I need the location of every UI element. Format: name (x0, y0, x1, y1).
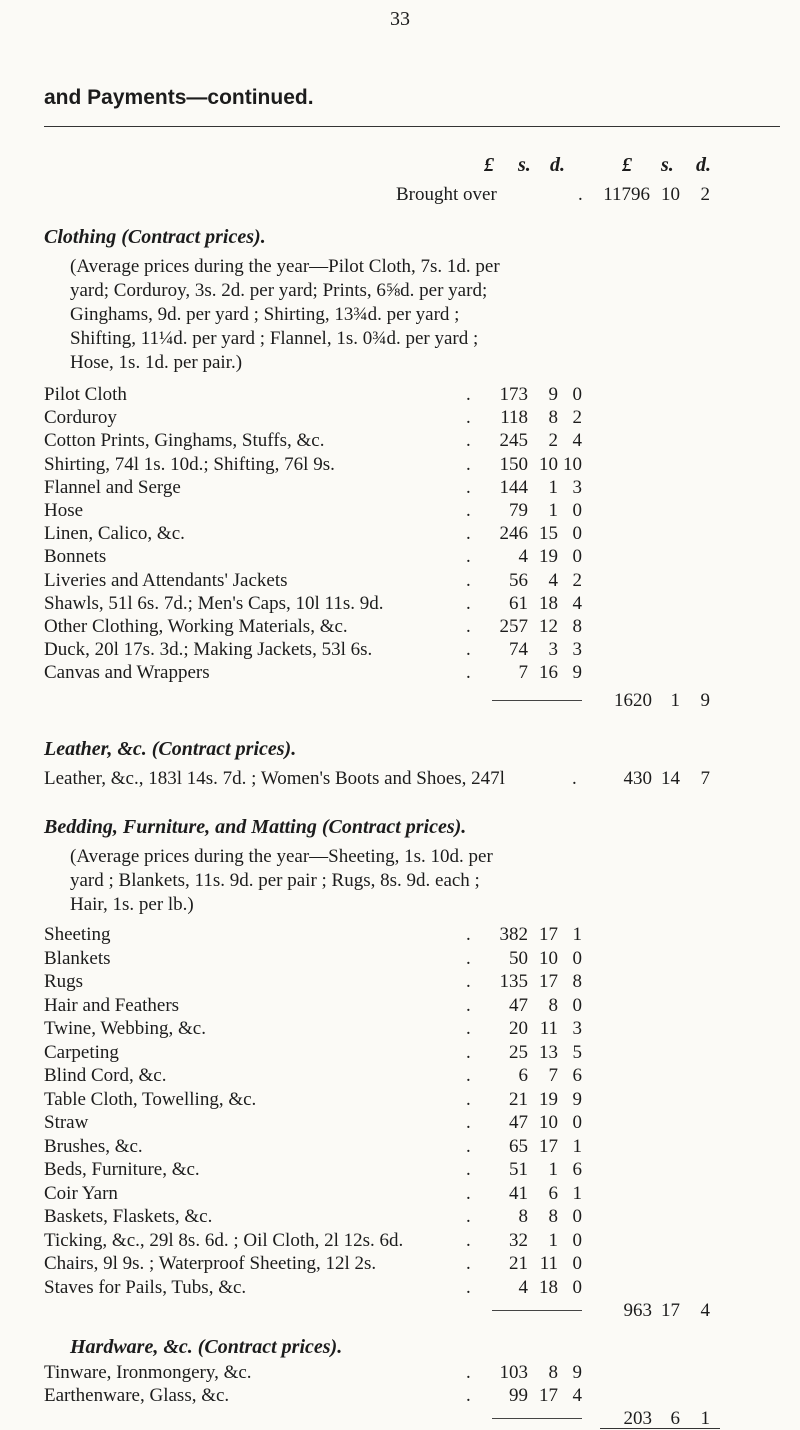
bedding-item-pounds: 135 (499, 971, 528, 992)
clothing-item-pounds: 74 (509, 639, 528, 661)
bedding-item-label: Carpeting (44, 1041, 119, 1063)
bedding-item-pence: 1 (572, 1182, 582, 1204)
bedding-item-shillings: 1 (548, 1159, 558, 1180)
leather-title: Leather, &c. (Contract prices). (44, 738, 297, 760)
clothing-total-shillings: 1 (670, 690, 680, 711)
hardware-total-pounds: 203 (623, 1408, 652, 1429)
bedding-item-pounds: 20 (509, 1018, 528, 1039)
clothing-item-pence: 3 (572, 639, 582, 661)
col-head-shillings-2: s. (661, 154, 674, 176)
bedding-leader-dot: . (466, 1253, 471, 1274)
clothing-item-label: Other Clothing, Working Materials, &c. (44, 616, 348, 637)
clothing-item-pounds: 56 (509, 569, 528, 591)
col-head-pence-1: d. (550, 154, 565, 176)
bedding-item-pence: 3 (572, 1018, 582, 1039)
bedding-note-line: yard ; Blankets, 11s. 9d. per pair ; Rugs, 8s. 9d. each ; (70, 870, 480, 891)
bedding-item-label: Rugs (44, 971, 84, 992)
bedding-item-pounds: 382 (499, 924, 528, 945)
brought-over-dot: . (578, 184, 583, 205)
clothing-item-pence: 4 (572, 430, 582, 452)
bedding-leader-dot: . (466, 1065, 471, 1086)
clothing-leader-dot: . (466, 616, 471, 637)
bedding-item-shillings: 11 (539, 1253, 558, 1274)
bedding-leader-dot: . (466, 1276, 471, 1298)
bedding-item-pence: 5 (572, 1041, 582, 1063)
hardware-item-pounds: 103 (499, 1362, 528, 1383)
bedding-item-pounds: 50 (509, 947, 528, 969)
hardware-item-pence: 9 (572, 1362, 582, 1383)
clothing-item-label: Canvas and Wrappers (44, 662, 210, 684)
hardware-item-label: Tinware, Ironmongery, &c. (44, 1362, 252, 1383)
bedding-item-pence: 0 (572, 947, 582, 969)
leather-total-pounds: 430 (623, 768, 652, 789)
bedding-item-shillings: 7 (548, 1065, 558, 1086)
page-number: 33 (390, 8, 410, 30)
bedding-item-pence: 1 (572, 924, 582, 945)
bedding-item-label: Straw (44, 1112, 89, 1133)
bedding-item-pence: 0 (572, 994, 582, 1016)
clothing-item-shillings: 18 (539, 592, 558, 614)
clothing-item-pounds: 61 (509, 592, 528, 614)
clothing-item-pounds: 245 (499, 430, 528, 452)
bedding-item-shillings: 17 (539, 1135, 558, 1157)
clothing-note-line: Ginghams, 9d. per yard ; Shirting, 13¾d. per yard ; (70, 304, 460, 325)
clothing-item-shillings: 3 (548, 639, 558, 661)
bedding-item-label: Beds, Furniture, &c. (44, 1159, 200, 1180)
clothing-item-pence: 2 (572, 407, 582, 429)
col-head-shillings-1: s. (518, 154, 531, 176)
bedding-leader-dot: . (466, 971, 471, 992)
bedding-item-pounds: 65 (509, 1135, 528, 1157)
bedding-item-label: Staves for Pails, Tubs, &c. (44, 1276, 247, 1298)
bedding-leader-dot: . (466, 1088, 471, 1110)
bedding-leader-dot: . (466, 1229, 471, 1251)
bedding-item-pounds: 51 (509, 1159, 528, 1180)
clothing-item-shillings: 12 (539, 616, 558, 637)
clothing-item-shillings: 2 (548, 430, 558, 452)
header-rule (44, 126, 780, 127)
clothing-item-shillings: 8 (548, 407, 558, 429)
clothing-item-shillings: 16 (539, 662, 558, 684)
bedding-item-pounds: 21 (509, 1088, 528, 1110)
col-head-pence-2: d. (696, 154, 711, 176)
clothing-item-pence: 0 (572, 384, 582, 405)
clothing-title: Clothing (Contract prices). (44, 226, 266, 248)
clothing-item-shillings: 10 (539, 453, 558, 475)
total-rule (600, 1428, 720, 1429)
clothing-leader-dot: . (466, 523, 471, 545)
clothing-item-pence: 8 (572, 616, 582, 637)
clothing-leader-dot: . (466, 500, 471, 521)
bedding-item-shillings: 8 (548, 1206, 558, 1227)
clothing-leader-dot: . (466, 592, 471, 614)
bedding-item-pence: 6 (572, 1159, 582, 1180)
page-header: and Payments—continued. (44, 86, 314, 109)
bedding-item-shillings: 10 (539, 947, 558, 969)
clothing-item-pounds: 246 (499, 523, 528, 545)
bedding-item-pence: 9 (572, 1088, 582, 1110)
bedding-leader-dot: . (466, 924, 471, 945)
clothing-item-pounds: 150 (499, 453, 528, 475)
bedding-item-shillings: 19 (539, 1088, 558, 1110)
bedding-item-label: Coir Yarn (44, 1182, 118, 1204)
clothing-note-line: Hose, 1s. 1d. per pair.) (70, 352, 243, 373)
clothing-item-pounds: 4 (518, 546, 528, 568)
clothing-item-label: Shawls, 51l 6s. 7d.; Men's Caps, 10l 11s. 9d. (44, 592, 384, 614)
bedding-item-pence: 8 (572, 971, 582, 992)
brought-over-pounds: 11796 (603, 184, 650, 205)
bedding-item-label: Blind Cord, &c. (44, 1065, 167, 1086)
bedding-item-pounds: 32 (509, 1229, 528, 1251)
bedding-leader-dot: . (466, 1206, 471, 1227)
bedding-item-shillings: 18 (539, 1276, 558, 1298)
bedding-item-pence: 0 (572, 1229, 582, 1251)
brought-over-pence: 2 (700, 184, 710, 205)
hardware-leader-dot: . (466, 1385, 471, 1406)
clothing-note-line: (Average prices during the year—Pilot Cloth, 7s. 1d. per (70, 256, 500, 277)
clothing-item-shillings: 1 (548, 500, 558, 521)
clothing-item-pence: 0 (572, 546, 582, 568)
clothing-item-pence: 2 (572, 569, 582, 591)
clothing-note-line: yard; Corduroy, 3s. 2d. per yard; Prints, 6⅝d. per yard; (70, 280, 488, 301)
clothing-item-shillings: 19 (539, 546, 558, 568)
clothing-item-pounds: 79 (509, 500, 528, 521)
bedding-leader-dot: . (466, 1135, 471, 1157)
clothing-total-pence: 9 (700, 690, 710, 711)
clothing-leader-dot: . (466, 569, 471, 591)
col-head-pounds-2: £ (622, 154, 632, 176)
hardware-title: Hardware, &c. (Contract prices). (70, 1336, 343, 1358)
clothing-item-pounds: 144 (499, 476, 528, 498)
clothing-item-pence: 10 (563, 453, 582, 475)
leather-total-shillings: 14 (661, 768, 680, 789)
bedding-leader-dot: . (466, 1112, 471, 1133)
clothing-leader-dot: . (466, 453, 471, 475)
bedding-leader-dot: . (466, 1041, 471, 1063)
bedding-item-pence: 0 (572, 1276, 582, 1298)
clothing-item-pence: 9 (572, 662, 582, 684)
bedding-item-pounds: 6 (518, 1065, 528, 1086)
clothing-note-line: Shifting, 11¼d. per yard ; Flannel, 1s. 0¾d. per yard ; (70, 328, 479, 349)
bedding-leader-dot: . (466, 994, 471, 1016)
bedding-item-pounds: 47 (509, 994, 528, 1016)
bedding-total-pounds: 963 (623, 1300, 652, 1321)
bedding-item-shillings: 10 (539, 1112, 558, 1133)
hardware-total-shillings: 6 (670, 1408, 680, 1429)
bedding-leader-dot: . (466, 1018, 471, 1039)
bedding-item-label: Chairs, 9l 9s. ; Waterproof Sheeting, 12l 2s. (44, 1253, 377, 1274)
bedding-total-pence: 4 (700, 1300, 710, 1321)
clothing-item-pounds: 173 (499, 384, 528, 405)
bedding-item-pounds: 8 (518, 1206, 528, 1227)
leather-total-pence: 7 (700, 768, 710, 789)
clothing-item-label: Bonnets (44, 546, 107, 568)
hardware-subtotal-rule (492, 1418, 582, 1419)
clothing-item-label: Cotton Prints, Ginghams, Stuffs, &c. (44, 430, 325, 452)
bedding-item-pounds: 21 (509, 1253, 528, 1274)
bedding-item-pounds: 41 (509, 1182, 528, 1204)
bedding-item-shillings: 13 (539, 1041, 558, 1063)
clothing-leader-dot: . (466, 639, 471, 661)
brought-over-shillings: 10 (661, 184, 680, 205)
clothing-item-shillings: 9 (548, 384, 558, 405)
bedding-item-pounds: 4 (518, 1276, 528, 1298)
bedding-note-line: (Average prices during the year—Sheeting, 1s. 10d. per (70, 846, 493, 867)
clothing-leader-dot: . (466, 546, 471, 568)
clothing-item-label: Duck, 20l 17s. 3d.; Making Jackets, 53l 6s. (44, 639, 373, 661)
bedding-item-shillings: 1 (548, 1229, 558, 1251)
clothing-total-pounds: 1620 (614, 690, 652, 711)
bedding-item-shillings: 11 (539, 1018, 558, 1039)
clothing-item-pounds: 118 (500, 407, 528, 429)
hardware-item-pence: 4 (572, 1385, 582, 1406)
hardware-item-shillings: 8 (548, 1362, 558, 1383)
leather-dot: . (572, 768, 577, 789)
clothing-item-pounds: 257 (499, 616, 528, 637)
clothing-leader-dot: . (466, 430, 471, 452)
brought-over-label: Brought over (396, 184, 497, 205)
bedding-leader-dot: . (466, 1159, 471, 1180)
clothing-item-shillings: 15 (539, 523, 558, 545)
clothing-item-pence: 0 (572, 500, 582, 521)
bedding-item-label: Baskets, Flaskets, &c. (44, 1206, 213, 1227)
bedding-item-label: Ticking, &c., 29l 8s. 6d. ; Oil Cloth, 2l 12s. 6d. (44, 1229, 404, 1251)
bedding-item-label: Sheeting (44, 924, 111, 945)
bedding-item-shillings: 17 (539, 971, 558, 992)
clothing-item-pence: 3 (572, 476, 582, 498)
hardware-item-shillings: 17 (539, 1385, 558, 1406)
clothing-item-label: Hose (44, 500, 84, 521)
clothing-item-pence: 0 (572, 523, 582, 545)
clothing-item-shillings: 4 (548, 569, 558, 591)
clothing-item-pounds: 7 (518, 662, 528, 684)
clothing-item-label: Pilot Cloth (44, 384, 127, 405)
bedding-item-pence: 0 (572, 1206, 582, 1227)
bedding-item-pounds: 25 (509, 1041, 528, 1063)
bedding-title: Bedding, Furniture, and Matting (Contract prices). (44, 816, 467, 838)
col-head-pounds-1: £ (484, 154, 494, 176)
leather-line: Leather, &c., 183l 14s. 7d. ; Women's Boots and Shoes, 247l (44, 768, 505, 789)
bedding-item-label: Twine, Webbing, &c. (44, 1018, 206, 1039)
clothing-item-shillings: 1 (548, 476, 558, 498)
bedding-item-label: Hair and Feathers (44, 994, 180, 1016)
hardware-total-pence: 1 (700, 1408, 710, 1429)
bedding-item-pence: 0 (572, 1112, 582, 1133)
bedding-item-shillings: 6 (548, 1182, 558, 1204)
bedding-item-pounds: 47 (509, 1112, 528, 1133)
clothing-item-label: Corduroy (44, 407, 117, 429)
hardware-item-pounds: 99 (509, 1385, 528, 1406)
clothing-item-label: Linen, Calico, &c. (44, 523, 185, 545)
bedding-note-line: Hair, 1s. per lb.) (70, 894, 194, 915)
bedding-item-pence: 0 (572, 1253, 582, 1274)
clothing-leader-dot: . (466, 662, 471, 684)
clothing-subtotal-rule (492, 700, 582, 701)
clothing-item-label: Flannel and Serge (44, 476, 181, 498)
bedding-subtotal-rule (492, 1310, 582, 1311)
bedding-item-pence: 6 (572, 1065, 582, 1086)
hardware-item-label: Earthenware, Glass, &c. (44, 1385, 230, 1406)
bedding-total-shillings: 17 (661, 1300, 680, 1321)
bedding-item-label: Blankets (44, 947, 111, 969)
bedding-item-label: Brushes, &c. (44, 1135, 143, 1157)
clothing-item-label: Shirting, 74l 1s. 10d.; Shifting, 76l 9s. (44, 453, 335, 475)
clothing-item-pence: 4 (572, 592, 582, 614)
bedding-leader-dot: . (466, 1182, 471, 1204)
bedding-item-label: Table Cloth, Towelling, &c. (44, 1088, 257, 1110)
bedding-item-shillings: 17 (539, 924, 558, 945)
bedding-item-shillings: 8 (548, 994, 558, 1016)
bedding-item-pence: 1 (572, 1135, 582, 1157)
hardware-leader-dot: . (466, 1362, 471, 1383)
bedding-leader-dot: . (466, 947, 471, 969)
clothing-leader-dot: . (466, 407, 471, 429)
clothing-leader-dot: . (466, 384, 471, 405)
clothing-leader-dot: . (466, 476, 471, 498)
clothing-item-label: Liveries and Attendants' Jackets (44, 569, 288, 591)
